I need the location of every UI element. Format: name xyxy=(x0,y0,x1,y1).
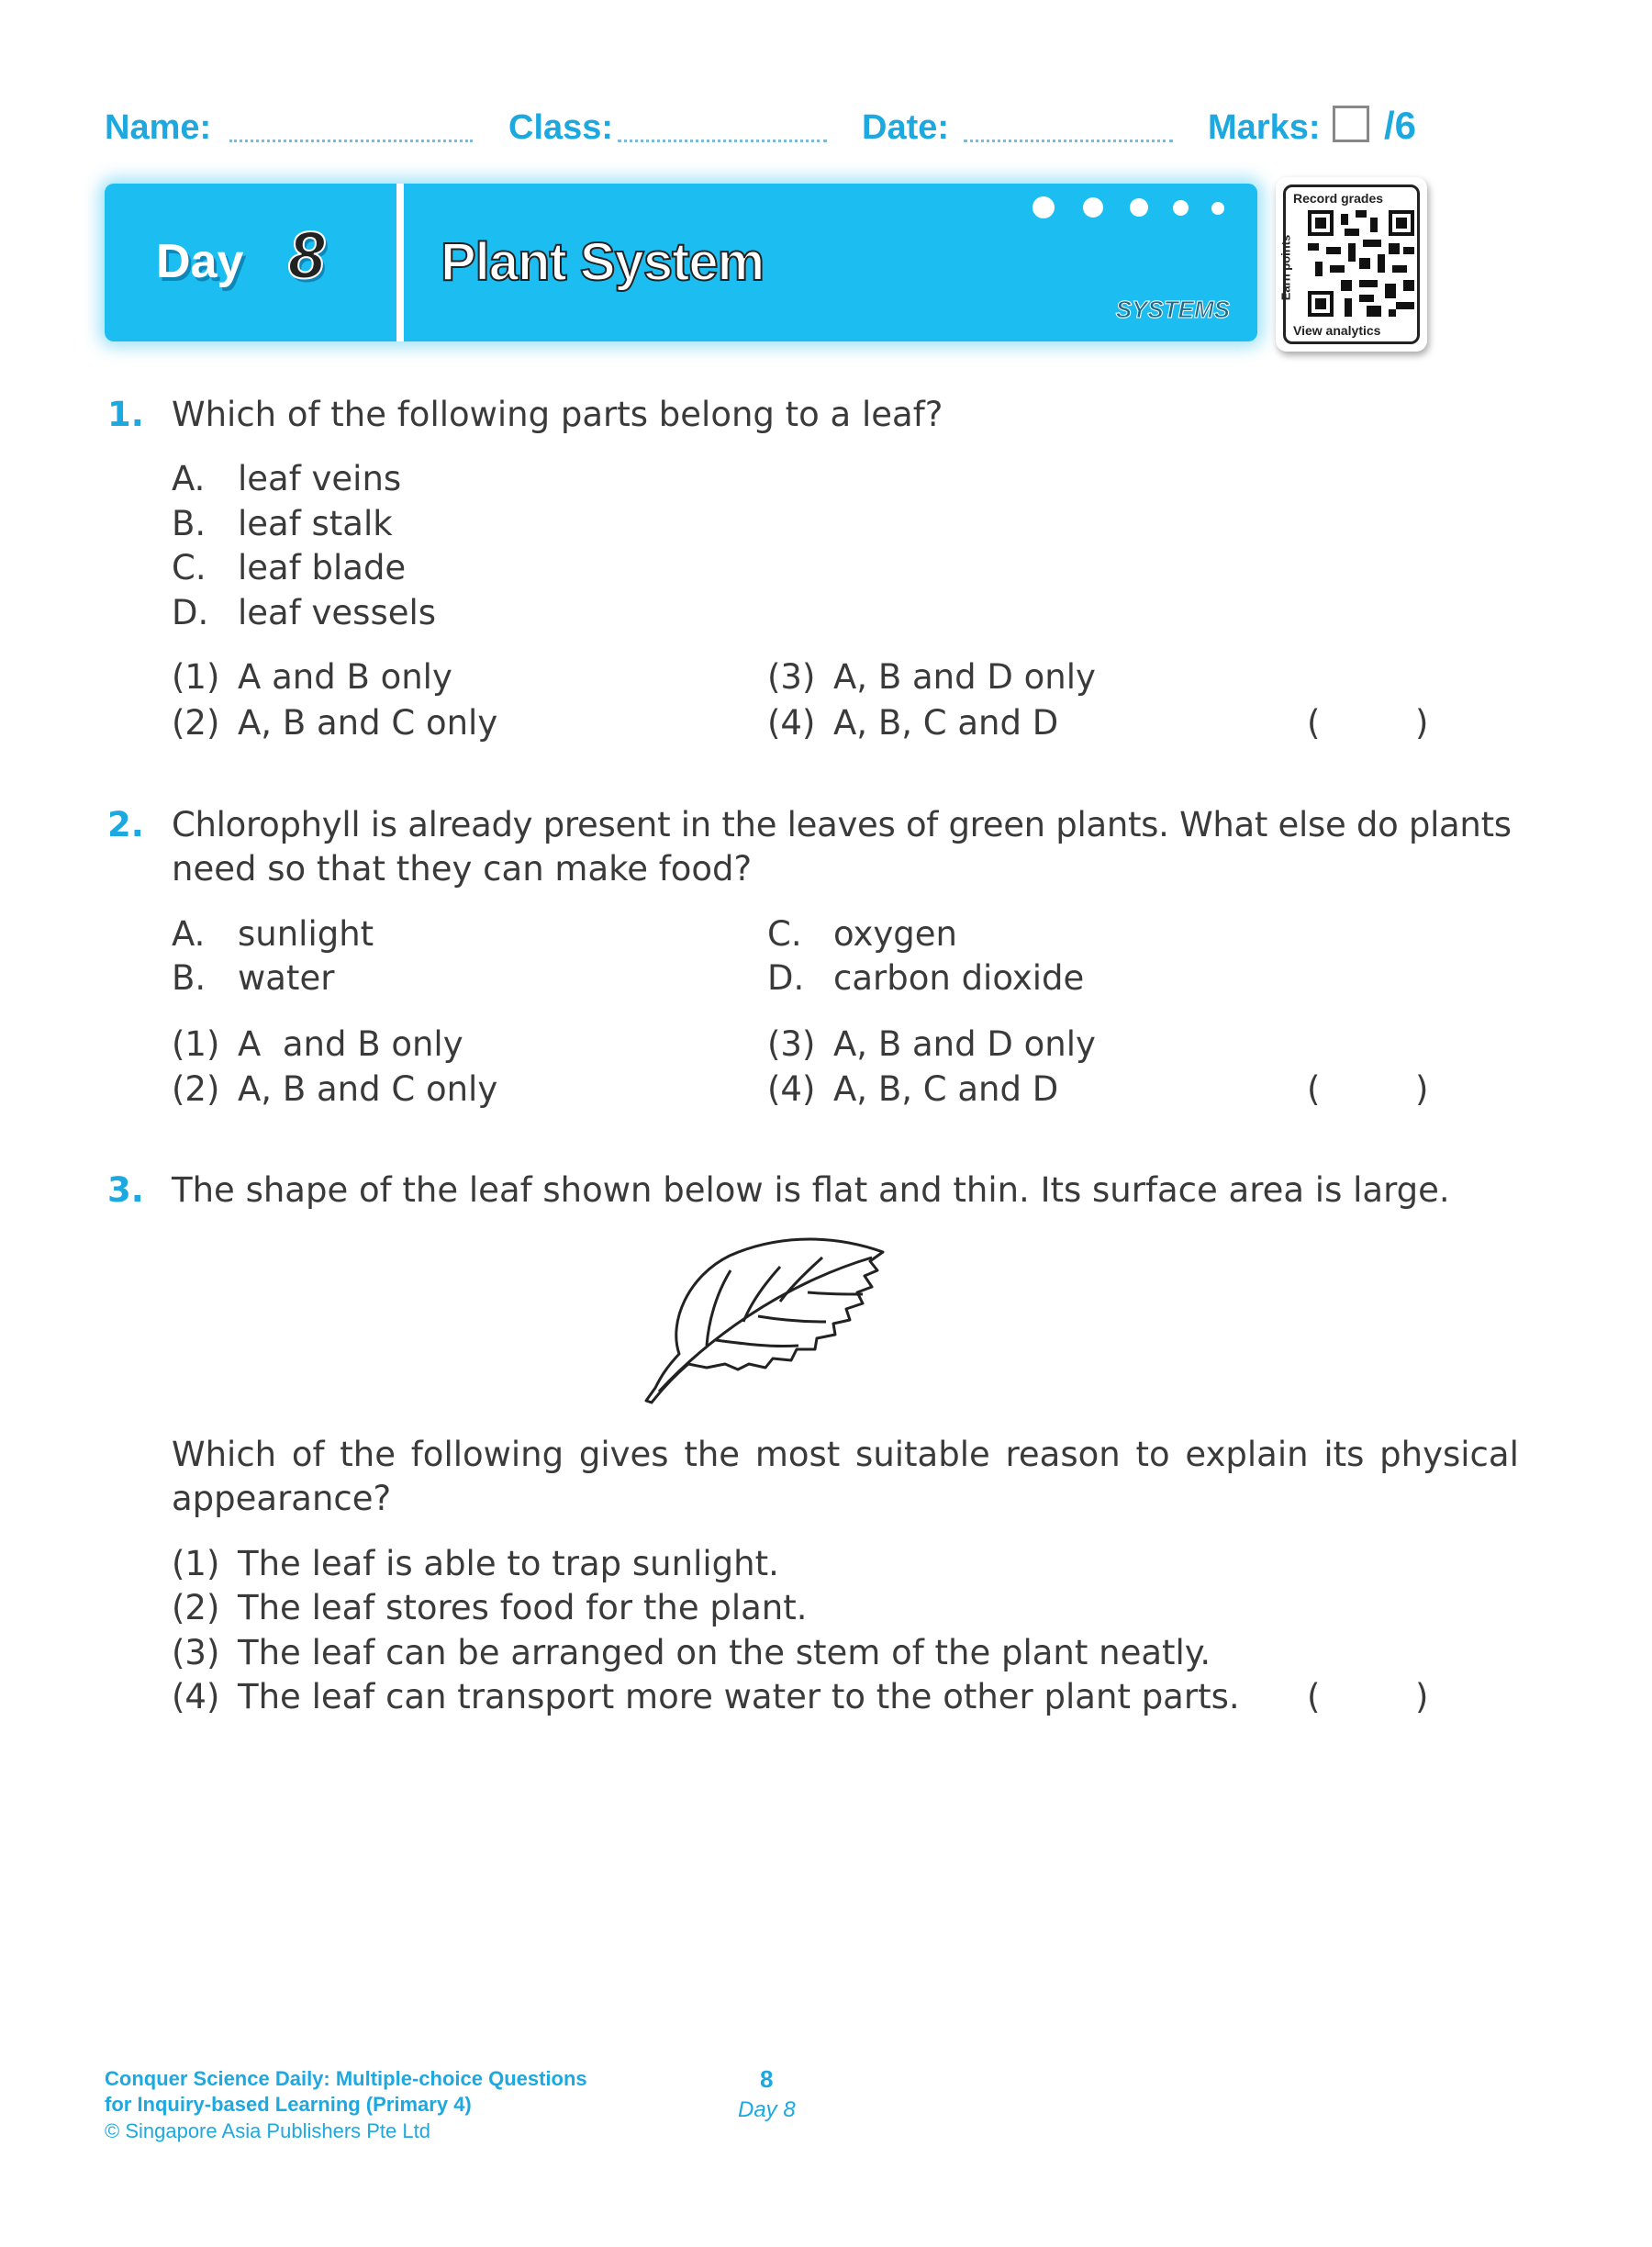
answer-bracket-close[interactable]: ) xyxy=(1415,703,1429,743)
option-number: (1) xyxy=(172,1024,220,1064)
decor-dot xyxy=(1130,198,1148,217)
marks-box[interactable] xyxy=(1333,106,1369,142)
option-text: A, B and C only xyxy=(238,703,498,743)
page-title: Plant System xyxy=(441,232,765,292)
footer-book-title: Conquer Science Daily: Multiple-choice Questions xyxy=(105,2067,587,2090)
question-number: 3. xyxy=(107,1170,144,1210)
option-number: (1) xyxy=(172,657,220,697)
statement-text: leaf vessels xyxy=(238,593,437,632)
option-text: A, B and D only xyxy=(833,657,1096,697)
option-text: A, B, C and D xyxy=(833,703,1059,743)
day-banner xyxy=(105,184,1257,341)
statement-letter: A. xyxy=(172,459,206,498)
question-number: 1. xyxy=(107,395,144,434)
question-followup: appearance? xyxy=(172,1479,392,1518)
option-number: (3) xyxy=(172,1633,220,1672)
class-field[interactable] xyxy=(618,140,827,142)
date-field[interactable] xyxy=(964,140,1173,142)
question-text: Which of the following parts belong to a leaf? xyxy=(172,395,943,434)
option-number: (2) xyxy=(172,1588,220,1627)
statement-letter: D. xyxy=(172,593,209,632)
footer-day-label: Day 8 xyxy=(738,2097,796,2122)
footer-book-subtitle: for Inquiry-based Learning (Primary 4) xyxy=(105,2093,472,2116)
option-text: A, B and C only xyxy=(238,1069,498,1109)
answer-bracket-open[interactable]: ( xyxy=(1307,1677,1321,1716)
option-text: A, B, C and D xyxy=(833,1069,1059,1109)
answer-bracket-close[interactable]: ) xyxy=(1415,1677,1429,1716)
name-label: Name: xyxy=(105,108,212,147)
statement-letter: B. xyxy=(172,504,206,543)
decor-dot xyxy=(1083,197,1103,218)
statement-letter: B. xyxy=(172,958,206,998)
qr-code-icon xyxy=(1308,209,1414,318)
footer-copyright: © Singapore Asia Publishers Pte Ltd xyxy=(105,2119,430,2142)
qr-code-card[interactable] xyxy=(1276,177,1427,352)
statement-letter: D. xyxy=(767,958,805,998)
qr-side-text: Earn points xyxy=(1278,234,1293,301)
option-text: The leaf can be arranged on the stem of the plant neatly. xyxy=(238,1633,1211,1672)
answer-bracket-open[interactable]: ( xyxy=(1307,703,1321,743)
statement-text: water xyxy=(238,958,335,998)
statement-text: carbon dioxide xyxy=(833,958,1085,998)
option-number: (1) xyxy=(172,1544,220,1583)
qr-top-text: Record grades xyxy=(1293,191,1384,206)
page-number: 8 xyxy=(760,2065,774,2093)
qr-bottom-text: View analytics xyxy=(1293,323,1381,338)
date-label: Date: xyxy=(862,108,950,147)
question-text: need so that they can make food? xyxy=(172,849,753,889)
statement-letter: C. xyxy=(172,548,206,587)
option-number: (3) xyxy=(767,1024,816,1064)
class-label: Class: xyxy=(508,108,614,147)
question-text: Chlorophyll is already present in the leaves of green plants. What else do plants xyxy=(172,805,1512,844)
statement-text: sunlight xyxy=(238,914,374,954)
answer-bracket-close[interactable]: ) xyxy=(1415,1069,1429,1109)
statement-text: leaf stalk xyxy=(238,504,393,543)
option-number: (3) xyxy=(767,657,816,697)
option-text: A and B only xyxy=(238,1024,463,1064)
option-number: (2) xyxy=(172,703,220,743)
marks-total: /6 xyxy=(1384,104,1417,147)
day-number: 8 xyxy=(288,219,326,293)
statement-text: leaf blade xyxy=(238,548,407,587)
theme-label: SYSTEMS xyxy=(1115,296,1230,323)
question-number: 2. xyxy=(107,805,144,844)
decor-dot xyxy=(1173,200,1189,216)
statement-letter: A. xyxy=(172,914,206,954)
statement-text: leaf veins xyxy=(238,459,402,498)
option-number: (2) xyxy=(172,1069,220,1109)
option-number: (4) xyxy=(767,1069,816,1109)
marks-label: Marks: xyxy=(1208,108,1321,147)
option-text: A, B and D only xyxy=(833,1024,1096,1064)
option-number: (4) xyxy=(767,703,816,743)
name-field[interactable] xyxy=(229,140,473,142)
decor-dot xyxy=(1032,196,1055,218)
day-label: Day xyxy=(156,235,244,288)
option-number: (4) xyxy=(172,1677,220,1716)
question-text: The shape of the leaf shown below is flat and thin. Its surface area is large. xyxy=(172,1170,1450,1210)
option-text: The leaf can transport more water to the other plant parts. xyxy=(238,1677,1240,1716)
option-text: The leaf stores food for the plant. xyxy=(238,1588,808,1627)
leaf-illustration xyxy=(642,1230,890,1404)
banner-divider xyxy=(396,184,404,341)
option-text: A and B only xyxy=(238,657,452,697)
answer-bracket-open[interactable]: ( xyxy=(1307,1069,1321,1109)
statement-text: oxygen xyxy=(833,914,957,954)
decor-dot xyxy=(1211,202,1224,215)
option-text: The leaf is able to trap sunlight. xyxy=(238,1544,779,1583)
question-followup: Which of the following gives the most suitable reason to explain its physical xyxy=(172,1435,1519,1474)
statement-letter: C. xyxy=(767,914,802,954)
